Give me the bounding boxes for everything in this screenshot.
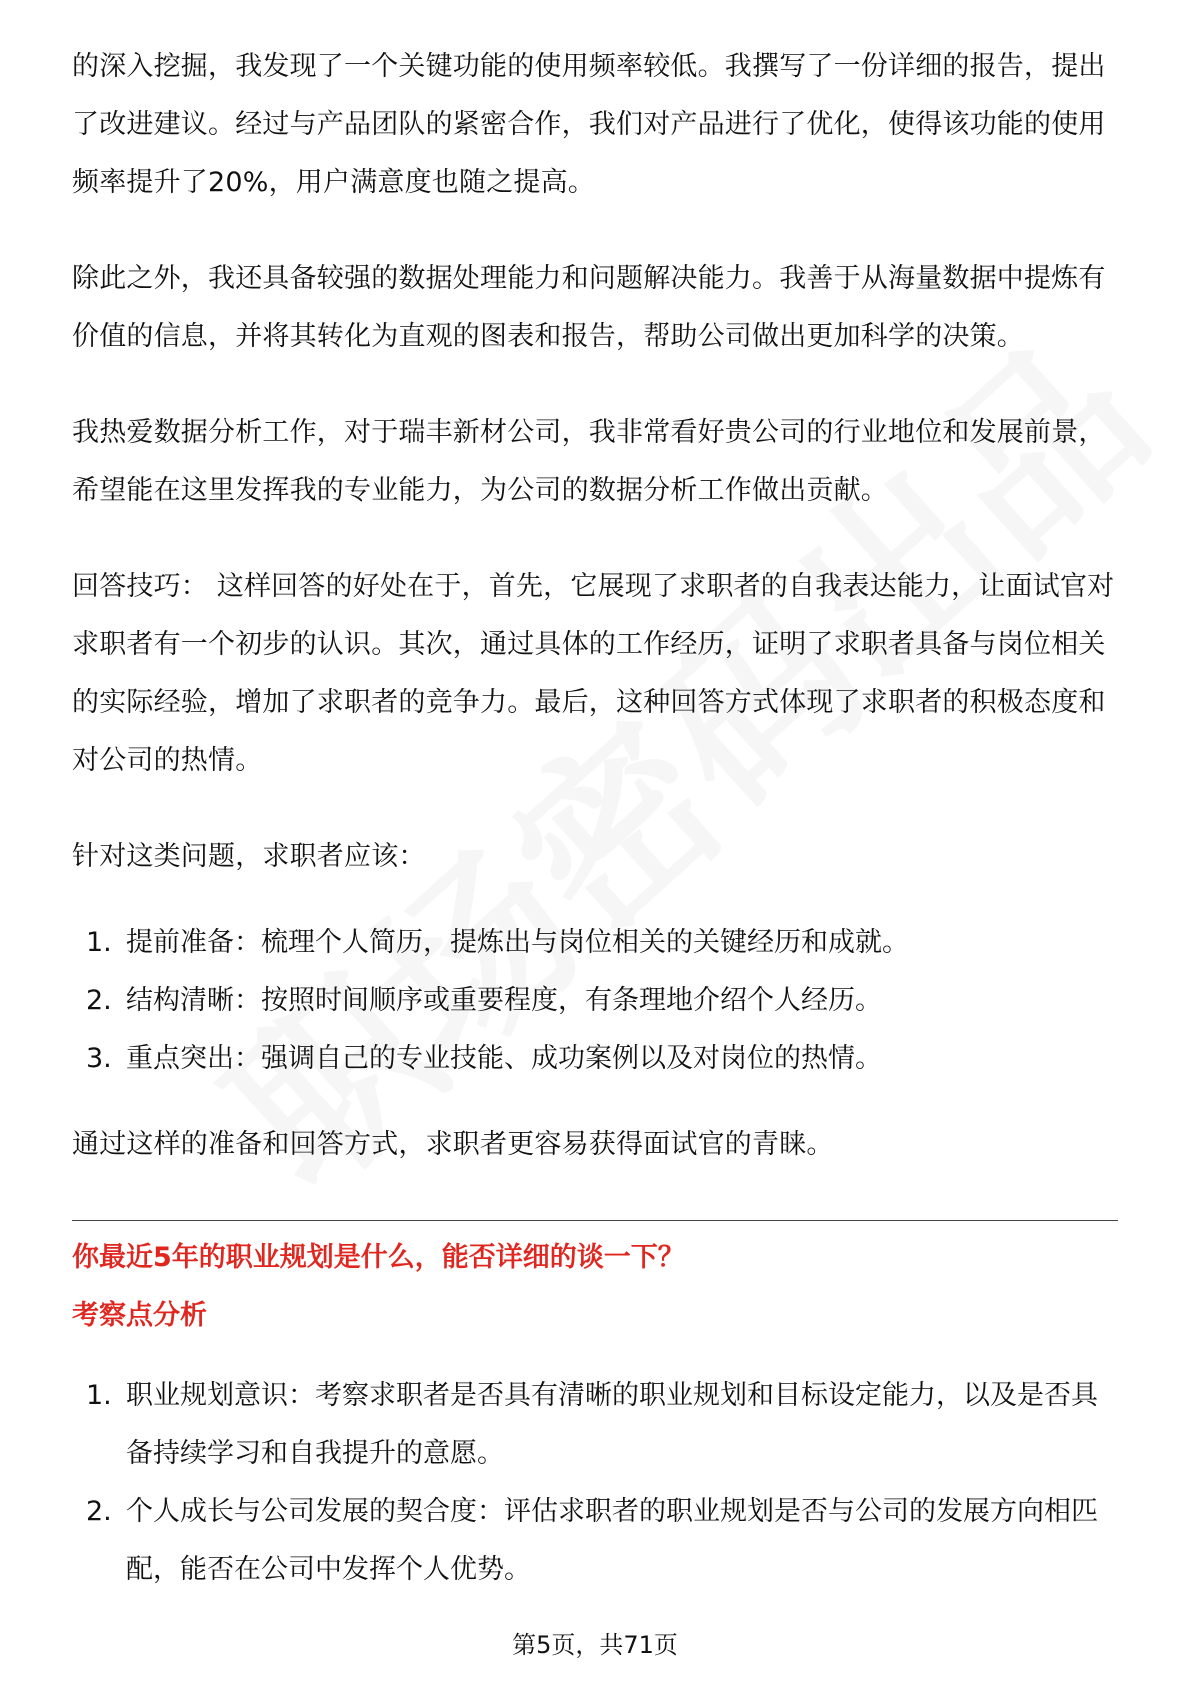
analysis-heading: 考察点分析 <box>72 1300 207 1331</box>
list-text: 提前准备：梳理个人简历，提炼出与岗位相关的关键经历和成就。 <box>126 927 909 958</box>
list-number: 2. <box>86 1496 112 1527</box>
list-number: 1. <box>86 927 112 958</box>
analysis-list <box>72 1367 1118 1599</box>
list-number: 2. <box>86 985 112 1016</box>
question-title: 你最近5年的职业规划是什么，能否详细的谈一下？ <box>72 1242 685 1273</box>
list-text: 结构清晰：按照时间顺序或重要程度，有条理地介绍个人经历。 <box>126 985 882 1016</box>
list-text: 职业规划意识：考察求职者是否具有清晰的职业规划和目标设定能力，以及是否具备持续学习和自我提升的意愿。 <box>126 1380 1098 1469</box>
paragraph-closing: 通过这样的准备和回答方式，求职者更容易获得面试官的青睐。 <box>72 1129 834 1160</box>
paragraph-answer-tips: 回答技巧： 这样回答的好处在于，首先，它展现了求职者的自我表达能力，让面试官对求职者有一个初步的认识。其次，通过具体的工作经历，证明了求职者具备与岗位相关的实际经验，增加了求职者的竞争力。最后，这种回答方式体现了求职者的积极态度和对公司的热情。 <box>72 571 1115 776</box>
list-number: 1. <box>86 1380 112 1411</box>
tips-list <box>72 914 1118 1088</box>
paragraph-report: 的深入挖掘，我发现了一个关键功能的使用频率较低。我撰写了一份详细的报告，提出了改进建议。经过与产品团队的紧密合作，我们对产品进行了优化，使得该功能的使用频率提升了20%，用户满意度也随之提高。 <box>72 51 1106 198</box>
paragraph-passion: 我热爱数据分析工作，对于瑞丰新材公司，我非常看好贵公司的行业地位和发展前景，希望能在这里发挥我的专业能力，为公司的数据分析工作做出贡献。 <box>72 417 1106 506</box>
list-text: 个人成长与公司发展的契合度：评估求职者的职业规划是否与公司的发展方向相匹配，能否在公司中发挥个人优势。 <box>126 1496 1098 1585</box>
page-footer: 第5页，共71页 <box>512 1631 678 1659</box>
list-item <box>72 1483 1118 1599</box>
list-text: 重点突出：强调自己的专业技能、成功案例以及对岗位的热情。 <box>126 1043 882 1074</box>
list-number: 3. <box>86 1043 112 1074</box>
list-item <box>72 914 1118 972</box>
list-item <box>72 972 1118 1030</box>
page-content <box>72 38 1118 1599</box>
list-item <box>72 1367 1118 1483</box>
paragraph-advice-intro: 针对这类问题，求职者应该： <box>72 841 426 872</box>
paragraph-data-skills: 除此之外，我还具备较强的数据处理能力和问题解决能力。我善于从海量数据中提炼有价值的信息，并将其转化为直观的图表和报告，帮助公司做出更加科学的决策。 <box>72 263 1106 352</box>
list-item <box>72 1030 1118 1088</box>
